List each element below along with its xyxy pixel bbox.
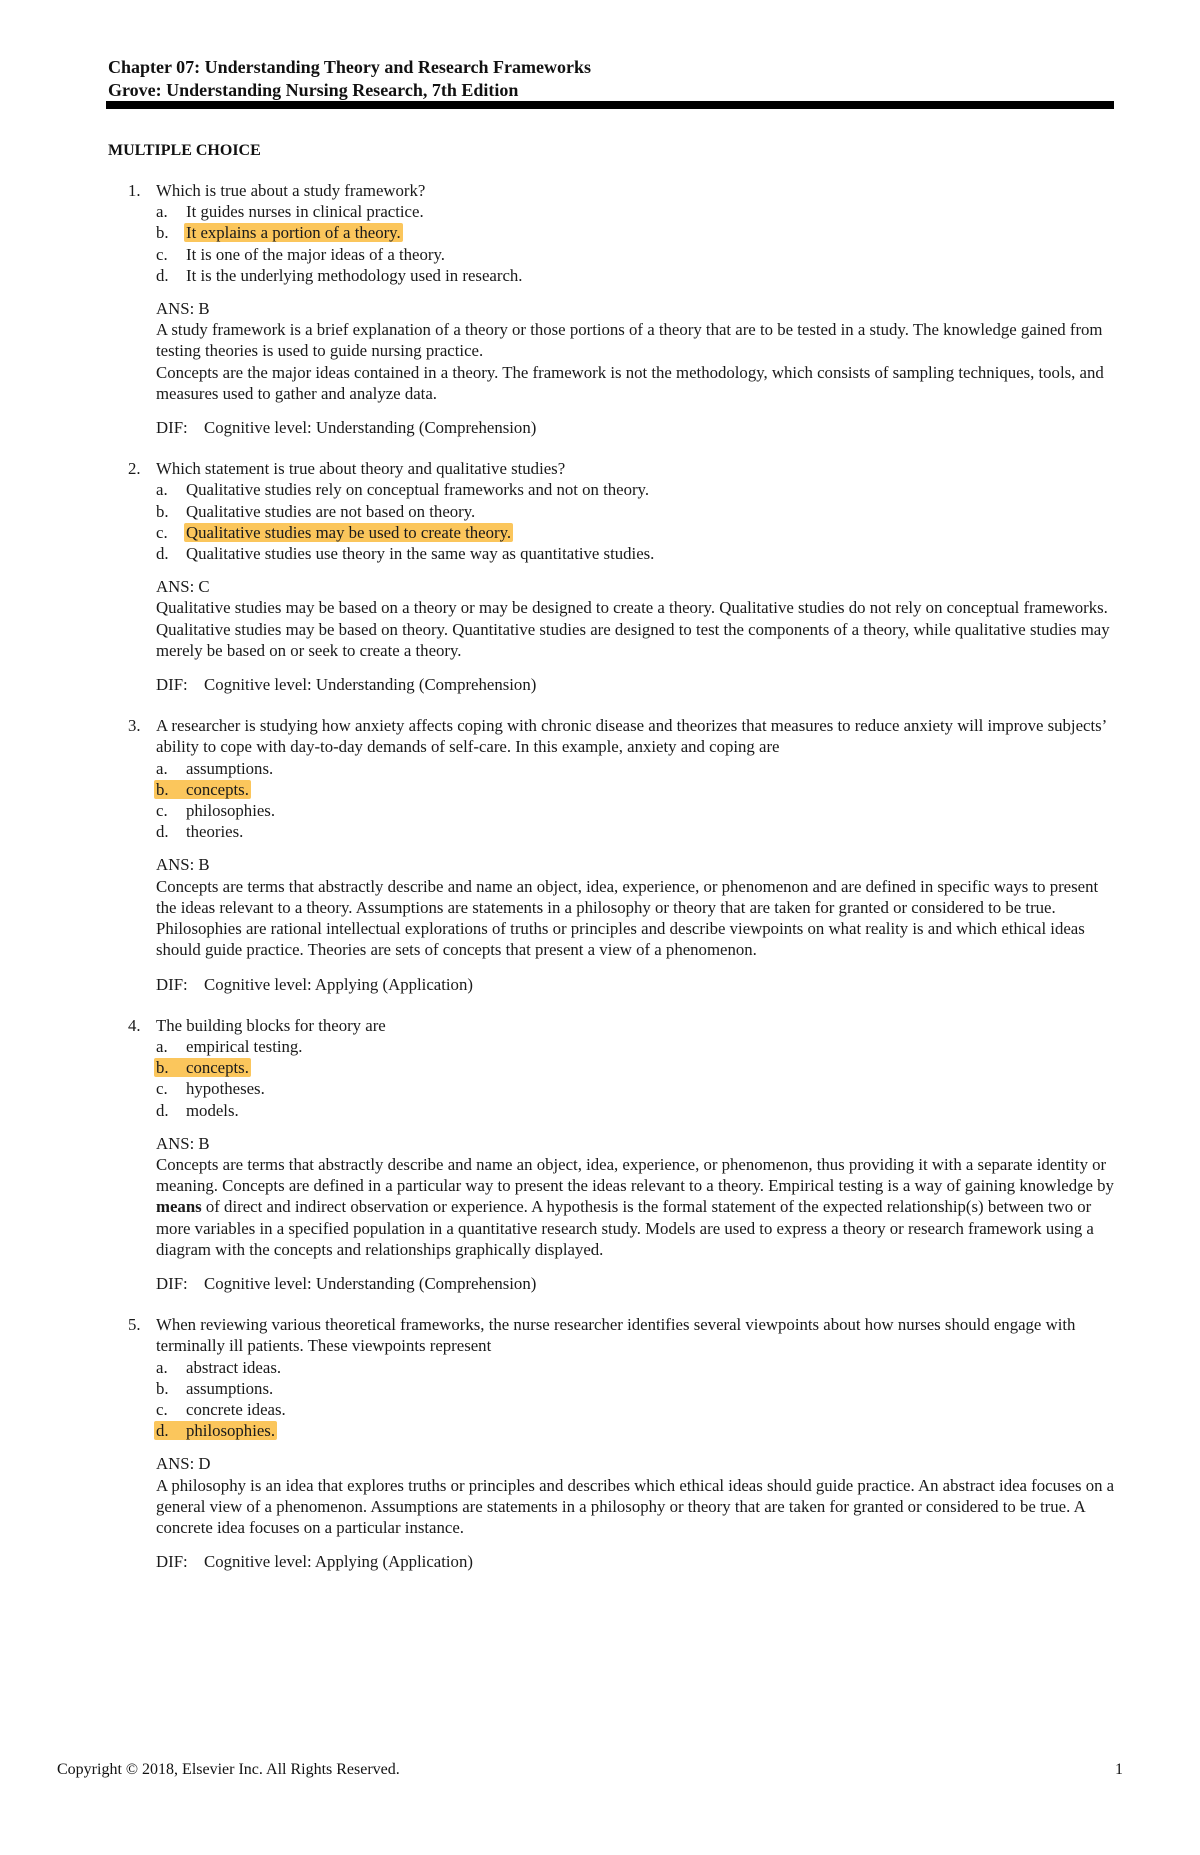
option-a (156, 201, 1120, 222)
dif-label: DIF: (156, 1552, 188, 1572)
difficulty (156, 974, 1120, 995)
option-c (156, 800, 1120, 821)
option-text: philosophies. (186, 1421, 276, 1441)
option-d (156, 1420, 1120, 1441)
option-b (156, 501, 1120, 522)
option-c (156, 244, 1120, 265)
dif-label: DIF: (156, 1273, 188, 1293)
dif-label: DIF: (156, 974, 188, 994)
option-text: Qualitative studies are not based on theory. (186, 501, 476, 521)
option-letter: c. (156, 801, 168, 821)
difficulty (156, 1273, 1120, 1294)
difficulty (156, 1551, 1120, 1572)
answer-block (156, 854, 1120, 960)
option-letter: d. (156, 1100, 169, 1120)
option-letter: b. (156, 779, 169, 799)
option-letter: a. (156, 202, 168, 222)
chapter-title: Chapter 07: Understanding Theory and Research Frameworks (108, 57, 592, 77)
option-letter: c. (156, 1399, 168, 1419)
rationale: Qualitative studies may be based on a theory or may be designed to create a theory. Qualitative studies do not rely on conceptual frameworks. Qualitative studies may be based on theory. Quantitative studies are designed to test the components of a theory, while qualitative studies may merely be based on or seek to create a theory. (156, 598, 1110, 660)
dif-value: Cognitive level: Applying (Application) (204, 1552, 473, 1572)
rationale (156, 1154, 1120, 1260)
option-text: models. (186, 1100, 239, 1120)
answer-key: ANS: B (156, 299, 210, 319)
option-text: Qualitative studies rely on conceptual frameworks and not on theory. (186, 480, 650, 500)
page-number: 1 (1115, 1761, 1123, 1778)
question-number: 4. (128, 1015, 141, 1035)
rationale-part: Concepts are terms that abstractly describe and name an object, idea, experience, or phenomenon, thus providing it with a separate identity or meaning. Concepts are defined in a particular way to present the ideas relevant to a theory. Empirical testing is a way of gaining knowledge by (156, 1154, 1114, 1196)
option-a (156, 1357, 1120, 1378)
option-a (156, 758, 1120, 779)
option-letter: c. (156, 244, 168, 264)
highlighted-answer (154, 1421, 277, 1440)
option-text: Qualitative studies use theory in the same way as quantitative studies. (186, 544, 655, 564)
answer-block (156, 576, 1120, 661)
questions-list (108, 180, 1120, 1592)
question-2 (108, 458, 1120, 695)
option-c (156, 1078, 1120, 1099)
rationale: A philosophy is an idea that explores truths or principles and describes which ethical ideas should guide practice. An abstract idea focuses on a general view of a phenomenon. Assumptions are statements in a philosophy or theory that are taken for granted or considered to be true. A concrete idea focuses on a particular instance. (156, 1475, 1115, 1537)
option-text: philosophies. (186, 801, 276, 821)
option-text: abstract ideas. (186, 1357, 282, 1377)
answer-key: ANS: B (156, 1133, 210, 1153)
question-stem: The building blocks for theory are (156, 1015, 386, 1035)
answer-block (156, 298, 1120, 404)
option-letter: d. (156, 544, 169, 564)
highlighted-answer: It explains a portion of a theory. (186, 223, 401, 243)
question-stem: When reviewing various theoretical frameworks, the nurse researcher identifies several viewpoints about how nurses should engage with terminally ill patients. These viewpoints represent (156, 1315, 1076, 1356)
option-b (156, 779, 1120, 800)
option-letter: c. (156, 522, 168, 542)
dif-label: DIF: (156, 675, 188, 695)
question-4 (108, 1015, 1120, 1294)
rationale-part: of direct and indirect observation or experience. A hypothesis is the formal statement of the expected relationship(s) between two or more variables in a specified population in a quantitative research study. Models are used to express a theory or research framework using a diagram with the concepts and relationships graphically displayed. (156, 1197, 1094, 1259)
dif-value: Cognitive level: Understanding (Comprehension) (204, 1273, 537, 1293)
page-header (108, 56, 1108, 102)
question-number: 1. (128, 181, 141, 200)
rationale: A study framework is a brief explanation of a theory or those portions of a theory that are to be tested in a study. The knowledge gained from testing theories is used to guide nursing practice. (156, 320, 1103, 361)
section-title: MULTIPLE CHOICE (108, 142, 261, 159)
option-text: It is the underlying methodology used in research. (186, 265, 523, 285)
option-letter: d. (156, 1421, 169, 1441)
dif-label: DIF: (156, 418, 188, 438)
answer-key: ANS: D (156, 1454, 211, 1474)
option-d (156, 543, 1120, 564)
option-text: assumptions. (186, 758, 274, 778)
dif-value: Cognitive level: Understanding (Comprehension) (204, 418, 537, 438)
copyright-text: Copyright © 2018, Elsevier Inc. All Rights Reserved. (57, 1761, 400, 1778)
question-1 (108, 180, 1120, 438)
dif-value: Cognitive level: Applying (Application) (204, 974, 473, 994)
difficulty (156, 417, 1120, 438)
option-text: concepts. (186, 1058, 249, 1078)
answer-block (156, 1453, 1120, 1538)
option-b (156, 222, 1120, 243)
highlighted-answer (154, 1058, 251, 1077)
option-text: hypotheses. (186, 1079, 265, 1099)
option-d (156, 265, 1120, 286)
option-letter: b. (156, 1378, 169, 1398)
page-footer (57, 1759, 1123, 1780)
option-letter: b. (156, 223, 169, 243)
option-letter: d. (156, 265, 169, 285)
answer-block (156, 1133, 1120, 1260)
rationale-bold-word: means (156, 1197, 202, 1217)
question-3 (108, 715, 1120, 994)
question-number: 3. (128, 716, 141, 736)
highlighted-answer: Qualitative studies may be used to create theory. (186, 522, 512, 542)
rationale: Concepts are the major ideas contained in a theory. The framework is not the methodology, which consists of sampling techniques, tools, and measures used to gather and analyze data. (156, 362, 1104, 403)
option-letter: a. (156, 1036, 168, 1056)
book-title: Grove: Understanding Nursing Research, 7th Edition (108, 80, 519, 100)
option-letter: b. (156, 501, 169, 521)
option-letter: a. (156, 480, 168, 500)
option-text: It is one of the major ideas of a theory. (186, 244, 445, 264)
option-letter: a. (156, 758, 168, 778)
option-text: theories. (186, 822, 244, 842)
rationale: Concepts are terms that abstractly describe and name an object, idea, experience, or phenomenon and are defined in specific ways to present the ideas relevant to a theory. Assumptions are statements in a philosophy or theory that are taken for granted or considered to be true. Philosophies are rational intellectual explorations of truths or principles and describe viewpoints on what reality is and which ethical ideas should guide practice. Theories are sets of concepts that present a view of a phenomenon. (156, 876, 1099, 960)
option-a (156, 1036, 1120, 1057)
option-text: empirical testing. (186, 1036, 303, 1056)
option-text: It guides nurses in clinical practice. (186, 202, 424, 222)
question-number: 5. (128, 1315, 141, 1335)
option-b (156, 1057, 1120, 1078)
option-a (156, 479, 1120, 500)
option-text: concrete ideas. (186, 1399, 286, 1419)
question-number: 2. (128, 459, 141, 479)
option-d (156, 1100, 1120, 1121)
dif-value: Cognitive level: Understanding (Comprehension) (204, 675, 537, 695)
difficulty (156, 674, 1120, 695)
option-d (156, 821, 1120, 842)
option-letter: c. (156, 1079, 168, 1099)
option-letter: a. (156, 1357, 168, 1377)
option-c (156, 1399, 1120, 1420)
option-c (156, 522, 1120, 543)
highlighted-answer (154, 780, 251, 799)
question-5 (108, 1314, 1120, 1572)
option-letter: b. (156, 1058, 169, 1078)
option-b (156, 1378, 1120, 1399)
option-text: concepts. (186, 779, 249, 799)
answer-key: ANS: C (156, 577, 210, 597)
question-stem: Which is true about a study framework? (156, 181, 426, 200)
option-letter: d. (156, 822, 169, 842)
option-text: assumptions. (186, 1378, 274, 1398)
question-stem: A researcher is studying how anxiety affects coping with chronic disease and theorizes that measures to reduce anxiety will improve subjects’ ability to cope with day-to-day demands of self-care. In this example, anxiety and coping are (156, 716, 1107, 757)
answer-key: ANS: B (156, 855, 210, 875)
header-rule (106, 101, 1114, 109)
question-stem: Which statement is true about theory and qualitative studies? (156, 459, 566, 479)
